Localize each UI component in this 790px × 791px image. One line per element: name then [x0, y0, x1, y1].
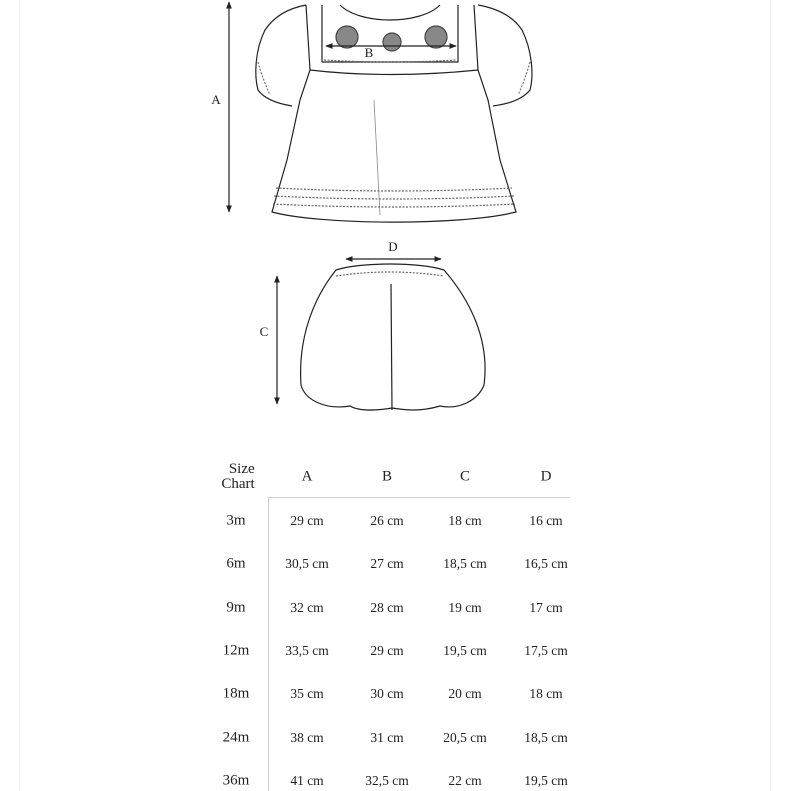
- table-cell: 27 cm: [370, 556, 404, 572]
- measurement-label-d: D: [388, 239, 398, 254]
- size-chart-title: [221, 462, 254, 492]
- title-line-1: Size: [228, 461, 255, 477]
- measurement-label-a: A: [211, 92, 221, 107]
- table-cell: 33,5 cm: [285, 642, 329, 658]
- size-label: 9m: [226, 599, 246, 616]
- measurement-label-b: B: [364, 45, 374, 60]
- table-cell: 29 cm: [290, 513, 324, 528]
- bloomers-drawing: [301, 264, 485, 410]
- table-cell: 28 cm: [370, 599, 404, 615]
- table-cell: 32,5 cm: [365, 772, 409, 788]
- table-cell: 19,5 cm: [524, 772, 568, 788]
- column-header-b: B: [381, 468, 393, 485]
- table-cell: 31 cm: [370, 729, 404, 745]
- column-header-d: D: [540, 468, 552, 485]
- table-cell: 17,5 cm: [524, 642, 568, 658]
- size-label: 18m: [222, 685, 250, 702]
- table-cell: 17 cm: [529, 599, 563, 615]
- table-cell: 20 cm: [448, 686, 482, 702]
- table-cell: 26 cm: [370, 513, 404, 528]
- table-cell: 22 cm: [448, 772, 482, 788]
- column-header-c: C: [459, 468, 471, 485]
- size-label: 6m: [226, 555, 246, 572]
- size-label: 24m: [222, 729, 250, 745]
- table-divider-horizontal: [268, 497, 570, 498]
- size-label: 36m: [222, 772, 250, 789]
- table-divider-vertical: [268, 497, 269, 791]
- title-line-2: Chart: [221, 476, 255, 492]
- size-label: 12m: [222, 642, 250, 659]
- table-cell: 19,5 cm: [443, 642, 487, 658]
- table-cell: 35 cm: [290, 686, 324, 702]
- table-cell: 18 cm: [529, 686, 563, 702]
- table-cell: 18,5 cm: [443, 556, 487, 572]
- table-cell: 20,5 cm: [443, 729, 487, 745]
- table-cell: 30,5 cm: [285, 556, 329, 572]
- table-cell: 41 cm: [290, 772, 324, 788]
- measurement-label-c: C: [259, 324, 269, 339]
- table-cell: 38 cm: [290, 729, 324, 745]
- dress-drawing: [256, 5, 532, 222]
- table-cell: 29 cm: [370, 642, 404, 658]
- table-cell: 16,5 cm: [524, 556, 568, 572]
- table-cell: 16 cm: [529, 513, 563, 528]
- table-cell: 19 cm: [448, 599, 482, 615]
- column-header-a: A: [301, 468, 313, 485]
- size-label: 3m: [226, 512, 246, 529]
- table-cell: 32 cm: [290, 599, 324, 615]
- table-cell: 30 cm: [370, 686, 404, 702]
- table-cell: 18,5 cm: [524, 729, 568, 745]
- table-cell: 18 cm: [448, 513, 482, 528]
